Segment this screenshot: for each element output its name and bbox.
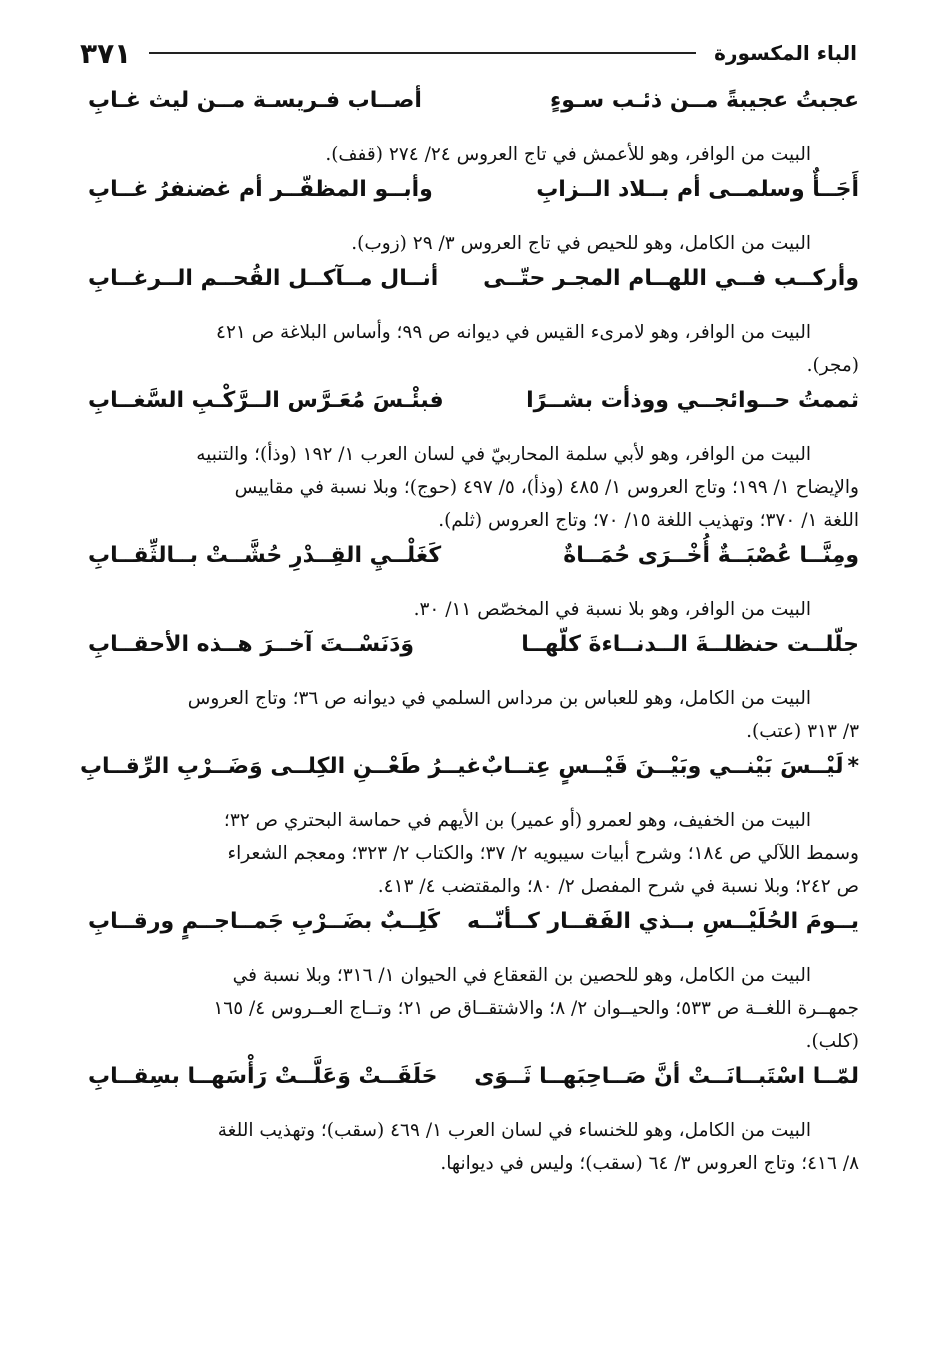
entries-list	[79, 88, 859, 1186]
source-note-line: البيت من الوافر، وهو بلا نسبة في المخصّص ١١/ ٣٠.	[413, 599, 811, 620]
hemistich-first	[550, 88, 859, 113]
source-note-line: ٣/ ٣١٣ (عتب).	[746, 721, 859, 742]
hemistich-first	[526, 388, 859, 413]
hemistich-second: أنــال مــآكــل القُحــم الــرغــابِ	[88, 266, 439, 291]
source-note-line: البيت من الوافر، وهو للأعمش في تاج العروس ٢٤/ ٢٧٤ (قفف).	[325, 144, 811, 165]
source-note-line: البيت من الكامل، وهو للحصين بن القعقاع في الحيوان ١/ ٣١٦؛ وبلا نسبة في	[232, 965, 811, 986]
hemistich-second: وَدَنَسْــتَ آخــرَ هــذه الأحقــابِ	[88, 632, 415, 657]
hemistich-first	[467, 909, 859, 934]
star-marker: *	[847, 754, 859, 779]
source-note-line: وسمط اللآلي ص ١٨٤؛ وشرح أبيات سيبويه ٢/ ٣٧؛ والكتاب ٢/ ٣٢٣؛ ومعجم الشعراء	[227, 843, 859, 864]
hemistich-first-text: جلّلــت حنظلــةَ الــدنــاءةَ كلّهــا	[521, 632, 859, 657]
source-note-line: اللغة ١/ ٣٧٠؛ وتهذيب اللغة ١٥/ ٧٠؛ وتاج العروس (ثلم).	[438, 510, 859, 531]
hemistich-first-text: وأركــب فــي اللهــام المجـر حتّــى	[483, 266, 859, 291]
verse-line	[88, 388, 859, 438]
source-note	[88, 438, 859, 537]
verse-line	[88, 909, 859, 959]
source-note-line: ٨/ ٤١٦؛ وتاج العروس ٣/ ٦٤ (سقب)؛ وليس في ديوانها.	[440, 1153, 859, 1174]
hemistich-first	[536, 177, 859, 202]
source-note-line: البيت من الوافر، وهو لأبي سلمة المحاربيّ في لسان العرب ١/ ١٩٢ (وذأ)؛ والتنبيه	[196, 444, 811, 465]
source-note-line: البيت من الكامل، وهو للحيص في تاج العروس ٣/ ٢٩ (زوب).	[351, 233, 811, 254]
hemistich-first-text: أَجَــأٌ وسلمــى أم بــلاد الــزابِ	[536, 177, 859, 202]
hemistich-second: كَغَلْــيِ القِــدْرِ حُشَّــتْ بــالثِّقــابِ	[88, 543, 442, 568]
verse-entry	[88, 632, 859, 748]
source-note-line: البيت من الوافر، وهو لامرىء القيس في ديوانه ص ٩٩؛ وأساس البلاغة ص ٤٢١	[216, 322, 811, 343]
hemistich-first	[521, 632, 859, 657]
verse-line	[88, 543, 859, 593]
verse-entry	[79, 754, 859, 903]
hemistich-second: وأبــو المظفّــر أم غضنفرُ غــابِ	[88, 177, 433, 202]
verse-line	[88, 632, 859, 682]
verse-entry	[88, 388, 859, 537]
source-note-line: ص ٢٤٢؛ وبلا نسبة في شرح المفصل ٢/ ٨٠؛ والمقتضب ٤/ ٤١٣.	[377, 876, 859, 897]
hemistich-first-text: لَيْــسَ بَيْنــي وبَيْــنَ قَيْــسٍ عِتــابٌ	[481, 754, 844, 779]
page-number: ٣٧١	[80, 36, 132, 70]
hemistich-first	[483, 266, 859, 291]
verse-entry	[88, 543, 859, 626]
verse-line	[88, 1064, 859, 1114]
source-note-line: البيت من الخفيف، وهو لعمرو (أو عمير) بن الأيهم في حماسة البحتري ص ٣٢؛	[223, 810, 811, 831]
source-note-line: (كلب).	[805, 1031, 859, 1052]
hemistich-first-text: ثممتُ حــوائجــي ووذأت بشــرًا	[526, 388, 859, 413]
source-note-line: جمهــرة اللغــة ص ٥٣٣؛ والحيــوان ٢/ ٨؛ والاشتقــاق ص ٢١؛ وتــاج العــروس ٤/ ١٦٥	[213, 998, 859, 1019]
source-note	[88, 804, 859, 903]
verse-entry	[88, 266, 859, 382]
hemistich-first-text: ومِنَّــا عُصْبَــةٌ أُخْــرَى حُمَــاةٌ	[563, 543, 859, 568]
hemistich-first	[563, 543, 859, 568]
header-rule	[149, 52, 696, 54]
source-note	[88, 316, 859, 382]
hemistich-second: غيــرُ طَعْــنِ الكِلــى وَضَــرْبِ الرِّقــابِ	[79, 754, 482, 779]
verse-line	[88, 177, 859, 227]
hemistich-second: كَلِــبٌ بضَــرْبِ جَمــاجــمٍ ورقــابِ	[88, 909, 441, 934]
hemistich-first-text: لمّــا اسْتَبــانَــتْ أنَّ صَــاحِبَهــا ثَــوَى	[474, 1064, 859, 1089]
source-note	[88, 593, 859, 626]
source-note	[88, 227, 859, 260]
page-header	[80, 30, 857, 76]
source-note	[88, 959, 859, 1058]
verse-entry	[88, 909, 859, 1058]
source-note-line: البيت من الكامل، وهو للخنساء في لسان العرب ١/ ٤٦٩ (سقب)؛ وتهذيب اللغة	[217, 1120, 811, 1141]
hemistich-second: حَلَقَــتْ وَعَلَّــتْ رَأْسَهــا بسِقــابِ	[88, 1064, 438, 1089]
source-note-line: (مجر).	[806, 355, 859, 376]
verse-line	[88, 266, 859, 316]
verse-entry	[88, 88, 859, 171]
source-note	[88, 682, 859, 748]
running-title: الباء المكسورة	[714, 41, 857, 65]
hemistich-first-text: يــومَ الحُلَيْــسِ بــذي الفَقــار كــأنّــه	[467, 909, 859, 934]
hemistich-second: فبئْـسَ مُعَـرَّس الــرَّكْـبِ السَّغــابِ	[88, 388, 444, 413]
source-note-line: والإيضاح ١/ ١٩٩؛ وتاج العروس ١/ ٤٨٥ (وذأ)، ٥/ ٤٩٧ (حوج)؛ وبلا نسبة في مقاييس	[234, 477, 859, 498]
hemistich-first-text: عجبتُ عجيبةً مــن ذئـب سـوءٍ	[550, 88, 859, 113]
verse-line	[88, 88, 859, 138]
hemistich-second: أصــاب فـريسـة مــن ليث غـابِ	[88, 88, 422, 113]
source-note	[88, 138, 859, 171]
verse-line	[79, 754, 859, 804]
verse-entry	[88, 177, 859, 260]
source-note-line: البيت من الكامل، وهو للعباس بن مرداس السلمي في ديوانه ص ٣٦؛ وتاج العروس	[187, 688, 811, 709]
verse-entry	[88, 1064, 859, 1180]
hemistich-first	[481, 754, 859, 779]
hemistich-first	[474, 1064, 859, 1089]
source-note	[88, 1114, 859, 1180]
